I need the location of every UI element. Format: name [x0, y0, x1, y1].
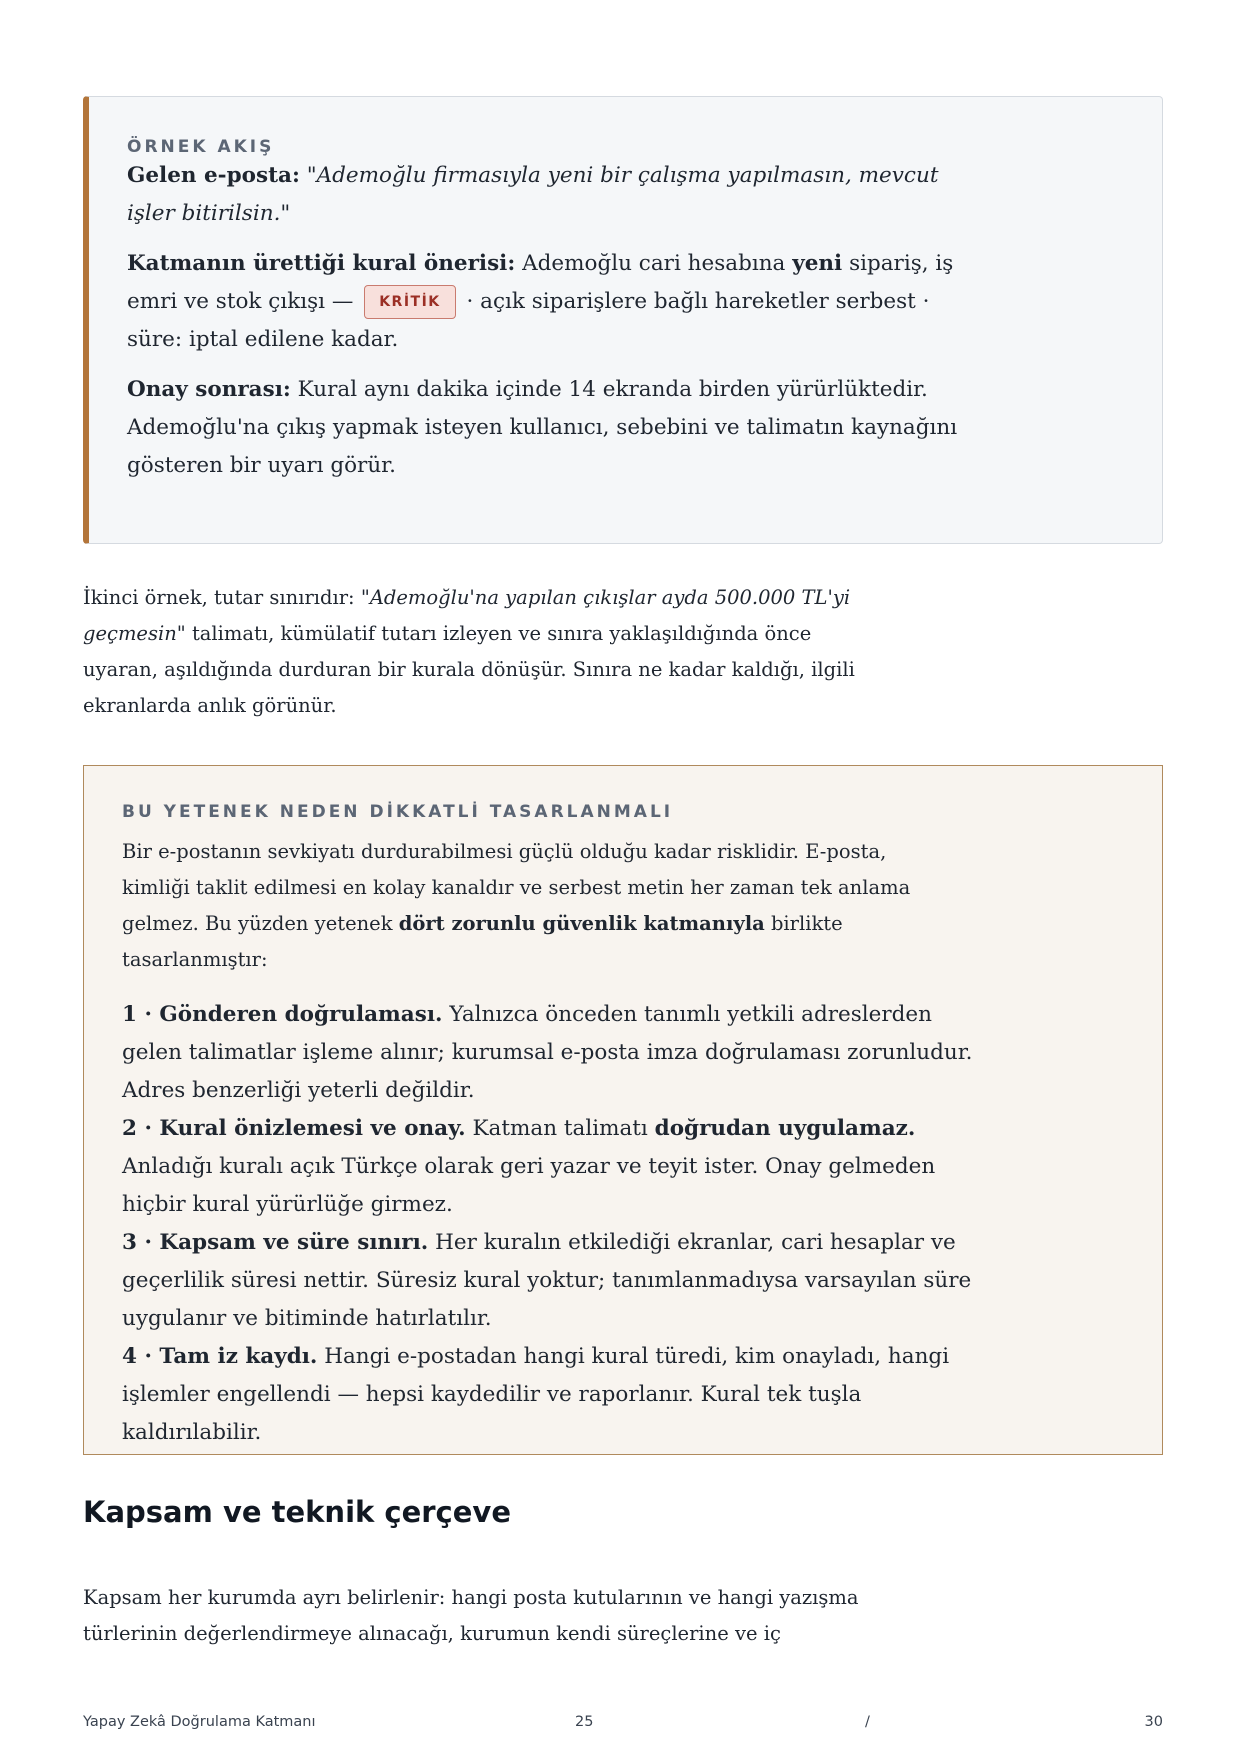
security-layer-item	[122, 1224, 982, 1338]
rule-proposal-text-2: sipariş, iş emri ve stok çıkışı —	[127, 251, 954, 314]
second-example-quote: "Ademoğlu'na yapılan çıkışlar ayda 500.000 TL'yi geçmesin"	[83, 586, 851, 645]
incoming-email-label: Gelen e-posta:	[127, 163, 300, 188]
second-example-paragraph	[83, 580, 863, 724]
security-intro-bold: dört zorunlu güvenlik katmanıyla	[398, 912, 765, 935]
security-kicker: BU YETENEK NEDEN DİKKATLİ TASARLANMALI	[122, 802, 674, 822]
footer-document-title: Yapay Zekâ Doğrulama Katmanı	[83, 1714, 316, 1730]
security-layer-text: Yalnızca önceden tanımlı yetkili adreslerden gelen talimatlar işleme alınır; kurumsal e-posta imza doğrulaması zorunludur. Adres benzerliği yeterli değildir.	[122, 1002, 973, 1103]
security-layer-title: 4 · Tam iz kaydı.	[122, 1344, 318, 1369]
security-layer-title: 1 · Gönderen doğrulaması.	[122, 1002, 443, 1027]
rule-proposal-label: Katmanın ürettiği kural önerisi:	[127, 251, 516, 276]
after-approval-label: Onay sonrası:	[127, 377, 291, 402]
rule-proposal-bold: yeni	[792, 251, 843, 276]
security-layer-text: Anladığı kuralı açık Türkçe olarak geri yazar ve teyit ister. Onay gelmeden hiçbir kural yürürlüğe girmez.	[122, 1154, 936, 1217]
security-layer-text: Her kuralın etkilediği ekranlar, cari hesaplar ve geçerlilik süresi nettir. Süresiz kural yoktur; tanımlanmadıysa varsayılan süre uygulanır ve bitiminde hatırlatılır.	[122, 1230, 972, 1331]
security-layer-text: Katman talimatı	[472, 1116, 648, 1141]
security-intro-text-1: Bir e-postanın sevkiyatı durdurabilmesi güçlü olduğu kadar risklidir. E-posta, kimliği taklit edilmesi en kolay kanaldır ve serbest metin her zaman tek anlama gelmez. Bu yüzden yetenek	[122, 840, 911, 935]
security-layer-text: Hangi e-postadan hangi kural türedi, kim onayladı, hangi işlemler engellendi — hepsi kaydedilir ve raporlanır. Kural tek tuşla kaldırılabilir.	[122, 1344, 950, 1445]
example-flow-kicker: ÖRNEK AKIŞ	[127, 137, 275, 157]
footer-page-separator: /	[865, 1714, 870, 1730]
example-flow-body	[127, 157, 987, 485]
rule-proposal-line	[127, 245, 987, 359]
incoming-email-line	[127, 157, 987, 233]
scope-paragraph: Kapsam her kurumda ayrı belirlenir: hangi posta kutularının ve hangi yazışma türlerinin değerlendirmeye alınacağı, kurumun kendi süreçlerine ve iç	[83, 1586, 859, 1645]
security-layer-item	[122, 1338, 982, 1452]
footer-page-number: 25	[575, 1714, 594, 1730]
critical-badge: KRİTİK	[364, 285, 455, 319]
security-layer-title: 3 · Kapsam ve süre sınırı.	[122, 1230, 429, 1255]
security-layer-title: 2 · Kural önizlemesi ve onay.	[122, 1116, 466, 1141]
page-footer	[83, 1714, 1163, 1736]
security-layer-item	[122, 1110, 982, 1224]
security-layer-item	[122, 996, 982, 1110]
second-example-rest: talimatı, kümülatif tutarı izleyen ve sınıra yaklaşıldığında önce uyaran, aşıldığında durduran bir kurala dönüşür. Sınıra ne kadar kaldığı, ilgili ekranlarda anlık görünür.	[83, 622, 855, 717]
rule-proposal-text-3: · açık siparişlere bağlı hareketler serbest · süre: iptal edilene kadar.	[127, 289, 930, 352]
example-flow-callout	[83, 96, 1163, 544]
rule-proposal-text-1: Ademoğlu cari hesabına	[522, 251, 786, 276]
second-example-lead: İkinci örnek, tutar sınırıdır:	[83, 586, 355, 609]
after-approval-line	[127, 371, 987, 485]
after-approval-text: Kural aynı dakika içinde 14 ekranda birden yürürlüktedir. Ademoğlu'na çıkış yapmak isteyen kullanıcı, sebebini ve talimatın kaynağını gösteren bir uyarı görür.	[127, 377, 958, 478]
section-heading: Kapsam ve teknik çerçeve	[83, 1495, 511, 1529]
security-layer-bold: doğrudan uygulamaz.	[654, 1116, 916, 1141]
footer-total-pages: 30	[1144, 1714, 1163, 1730]
security-layers-list	[122, 996, 982, 1452]
incoming-email-quote: "Ademoğlu firmasıyla yeni bir çalışma yapılmasın, mevcut işler bitirilsin."	[127, 163, 939, 226]
security-intro	[122, 834, 922, 978]
security-intro-text-2: birlikte tasarlanmıştır:	[122, 912, 843, 971]
security-callout	[83, 765, 1163, 1455]
